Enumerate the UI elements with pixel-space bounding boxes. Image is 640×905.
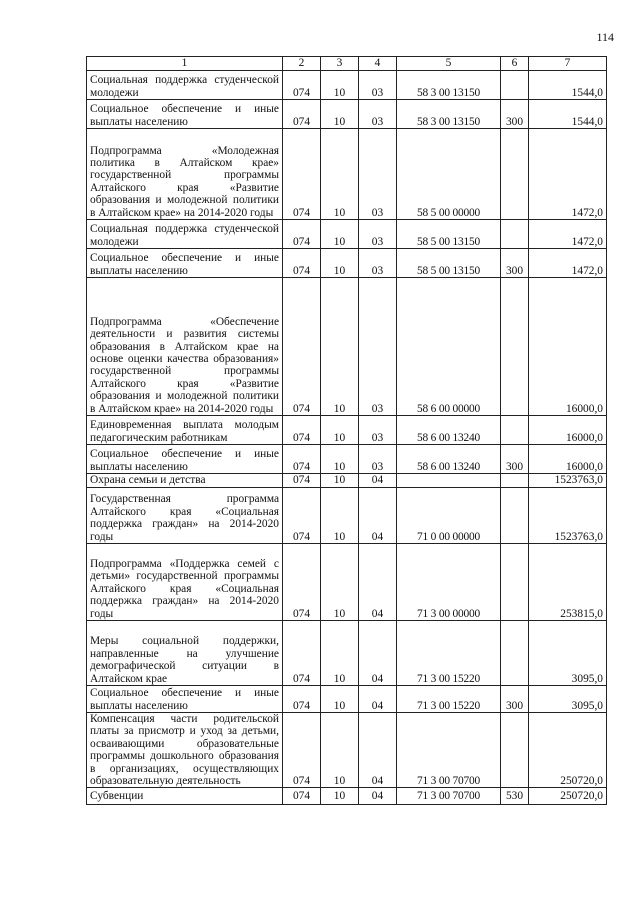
subsection-cell: 03 <box>359 249 397 278</box>
expense-type-cell: 300 <box>501 686 529 713</box>
section-cell: 10 <box>321 788 359 805</box>
section-cell: 10 <box>321 544 359 621</box>
section-cell: 10 <box>321 100 359 129</box>
row-name-cell: Государственная программа Алтайского края «Социальная поддержка граждан» на 2014-2020 годы <box>87 488 283 544</box>
expense-type-cell <box>501 129 529 220</box>
column-header: 6 <box>501 57 529 71</box>
amount-cell: 3095,0 <box>529 686 607 713</box>
section-cell: 10 <box>321 621 359 686</box>
department-cell: 074 <box>283 278 321 416</box>
department-cell: 074 <box>283 100 321 129</box>
expense-type-cell <box>501 488 529 544</box>
target-article-cell: 71 3 00 70700 <box>397 788 501 805</box>
subsection-cell: 03 <box>359 445 397 474</box>
target-article-cell: 58 3 00 13150 <box>397 100 501 129</box>
table-row <box>87 788 607 805</box>
table-row <box>87 278 607 416</box>
section-cell: 10 <box>321 220 359 249</box>
section-cell: 10 <box>321 71 359 100</box>
row-name-cell: Субвенции <box>87 788 283 805</box>
subsection-cell: 04 <box>359 788 397 805</box>
table-row <box>87 129 607 220</box>
department-cell: 074 <box>283 220 321 249</box>
amount-cell: 1544,0 <box>529 71 607 100</box>
department-cell: 074 <box>283 713 321 788</box>
row-name-cell: Охрана семьи и детства <box>87 474 283 488</box>
table-row <box>87 445 607 474</box>
amount-cell: 16000,0 <box>529 416 607 445</box>
amount-cell: 250720,0 <box>529 788 607 805</box>
table-row <box>87 544 607 621</box>
target-article-cell: 58 5 00 00000 <box>397 129 501 220</box>
section-cell: 10 <box>321 713 359 788</box>
column-header: 5 <box>397 57 501 71</box>
expense-type-cell <box>501 278 529 416</box>
section-cell: 10 <box>321 474 359 488</box>
column-header: 7 <box>529 57 607 71</box>
column-header: 4 <box>359 57 397 71</box>
subsection-cell: 04 <box>359 474 397 488</box>
subsection-cell: 04 <box>359 488 397 544</box>
target-article-cell: 58 6 00 13240 <box>397 445 501 474</box>
expense-type-cell: 300 <box>501 100 529 129</box>
column-header: 2 <box>283 57 321 71</box>
amount-cell: 1472,0 <box>529 220 607 249</box>
expense-type-cell: 530 <box>501 788 529 805</box>
row-name-cell: Меры социальной поддержки, направленные на улучшение демографической ситуации в Алтайском крае <box>87 621 283 686</box>
target-article-cell: 58 5 00 13150 <box>397 249 501 278</box>
target-article-cell: 71 3 00 70700 <box>397 713 501 788</box>
amount-cell: 250720,0 <box>529 713 607 788</box>
expense-type-cell <box>501 474 529 488</box>
row-name-cell: Подпрограмма «Молодежная политика в Алтайском крае» государственной программы Алтайского края «Развитие образования и молодежной политики в Алтайском крае» на 2014-2020 годы <box>87 129 283 220</box>
amount-cell: 1472,0 <box>529 129 607 220</box>
subsection-cell: 03 <box>359 129 397 220</box>
subsection-cell: 04 <box>359 544 397 621</box>
department-cell: 074 <box>283 488 321 544</box>
expense-type-cell <box>501 713 529 788</box>
table-row <box>87 71 607 100</box>
table-header-row <box>87 57 607 71</box>
subsection-cell: 04 <box>359 686 397 713</box>
target-article-cell: 58 3 00 13150 <box>397 71 501 100</box>
row-name-cell: Подпрограмма «Поддержка семей с детьми» государственной программы Алтайского края «Социальная поддержка граждан» на 2014-2020 годы <box>87 544 283 621</box>
expense-type-cell: 300 <box>501 445 529 474</box>
amount-cell: 1523763,0 <box>529 474 607 488</box>
department-cell: 074 <box>283 474 321 488</box>
row-name-cell: Единовременная выплата молодым педагогическим работникам <box>87 416 283 445</box>
section-cell: 10 <box>321 129 359 220</box>
target-article-cell: 58 6 00 13240 <box>397 416 501 445</box>
expense-type-cell: 300 <box>501 249 529 278</box>
department-cell: 074 <box>283 686 321 713</box>
section-cell: 10 <box>321 488 359 544</box>
amount-cell: 253815,0 <box>529 544 607 621</box>
subsection-cell: 03 <box>359 71 397 100</box>
section-cell: 10 <box>321 445 359 474</box>
target-article-cell <box>397 474 501 488</box>
section-cell: 10 <box>321 249 359 278</box>
table-row <box>87 621 607 686</box>
section-cell: 10 <box>321 278 359 416</box>
subsection-cell: 04 <box>359 621 397 686</box>
row-name-cell: Социальное обеспечение и иные выплаты населению <box>87 249 283 278</box>
table-row <box>87 713 607 788</box>
target-article-cell: 58 6 00 00000 <box>397 278 501 416</box>
department-cell: 074 <box>283 788 321 805</box>
row-name-cell: Социальная поддержка студенческой молодежи <box>87 71 283 100</box>
amount-cell: 16000,0 <box>529 445 607 474</box>
expense-type-cell <box>501 621 529 686</box>
subsection-cell: 03 <box>359 416 397 445</box>
target-article-cell: 58 5 00 13150 <box>397 220 501 249</box>
budget-table <box>86 56 607 805</box>
row-name-cell: Социальное обеспечение и иные выплаты населению <box>87 686 283 713</box>
target-article-cell: 71 3 00 00000 <box>397 544 501 621</box>
table-row <box>87 488 607 544</box>
table-row <box>87 100 607 129</box>
table-row <box>87 474 607 488</box>
department-cell: 074 <box>283 71 321 100</box>
subsection-cell: 03 <box>359 278 397 416</box>
section-cell: 10 <box>321 686 359 713</box>
department-cell: 074 <box>283 416 321 445</box>
amount-cell: 1472,0 <box>529 249 607 278</box>
subsection-cell: 03 <box>359 220 397 249</box>
table-row <box>87 220 607 249</box>
subsection-cell: 04 <box>359 713 397 788</box>
department-cell: 074 <box>283 445 321 474</box>
row-name-cell: Социальная поддержка студенческой молодежи <box>87 220 283 249</box>
amount-cell: 1523763,0 <box>529 488 607 544</box>
department-cell: 074 <box>283 621 321 686</box>
table-row <box>87 686 607 713</box>
department-cell: 074 <box>283 544 321 621</box>
department-cell: 074 <box>283 129 321 220</box>
department-cell: 074 <box>283 249 321 278</box>
column-header: 3 <box>321 57 359 71</box>
row-name-cell: Компенсация части родительской платы за присмотр и уход за детьми, осваивающими образовательные программы дошкольного образования в организациях, осуществляющих образовательную деятельность <box>87 713 283 788</box>
row-name-cell: Социальное обеспечение и иные выплаты населению <box>87 445 283 474</box>
page-number: 114 <box>596 30 614 44</box>
row-name-cell: Социальное обеспечение и иные выплаты населению <box>87 100 283 129</box>
expense-type-cell <box>501 220 529 249</box>
target-article-cell: 71 3 00 15220 <box>397 686 501 713</box>
amount-cell: 1544,0 <box>529 100 607 129</box>
amount-cell: 3095,0 <box>529 621 607 686</box>
expense-type-cell <box>501 71 529 100</box>
expense-type-cell <box>501 544 529 621</box>
target-article-cell: 71 0 00 00000 <box>397 488 501 544</box>
amount-cell: 16000,0 <box>529 278 607 416</box>
row-name-cell: Подпрограмма «Обеспечение деятельности и развития системы образования в Алтайском крае на основе оценки качества образования» государственной программы Алтайского края «Развитие образования и молодежной политики в Алтайском крае» на 2014-2020 годы <box>87 278 283 416</box>
section-cell: 10 <box>321 416 359 445</box>
table-row <box>87 249 607 278</box>
column-header: 1 <box>87 57 283 71</box>
target-article-cell: 71 3 00 15220 <box>397 621 501 686</box>
expense-type-cell <box>501 416 529 445</box>
table-row <box>87 416 607 445</box>
subsection-cell: 03 <box>359 100 397 129</box>
